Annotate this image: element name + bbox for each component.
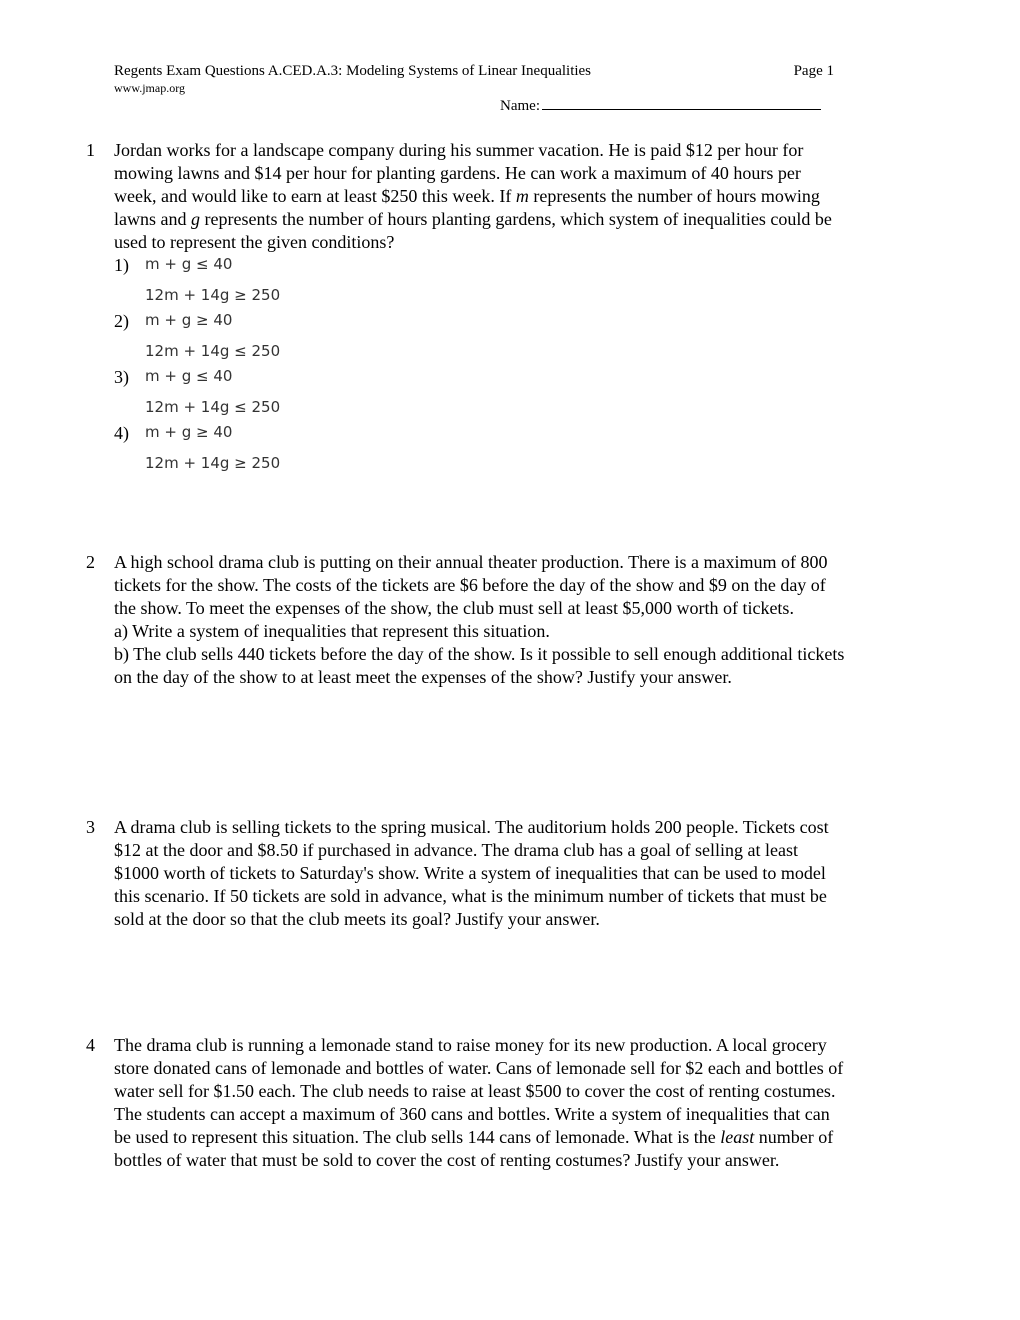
choice-inequality-2: 12m + 14g ≥ 250 — [145, 454, 281, 472]
name-label: Name: — [500, 98, 540, 114]
choice-label: 4) — [114, 423, 129, 443]
choice-inequality-2: 12m + 14g ≥ 250 — [145, 286, 281, 304]
question-text-after: number of bottles of water that must be sold to cover the cost of renting costumes? Justify your answer. — [114, 1127, 834, 1170]
question-text — [114, 1034, 846, 1172]
question-4 — [86, 1034, 846, 1172]
question-2 — [86, 551, 846, 689]
choice-inequality-1: m + g ≤ 40 — [145, 367, 233, 385]
choice-inequality-1: m + g ≤ 40 — [145, 255, 233, 273]
question-1 — [86, 139, 846, 254]
name-blank-line — [542, 95, 821, 110]
choice-label: 2) — [114, 311, 129, 331]
choice-inequality-2: 12m + 14g ≤ 250 — [145, 398, 281, 416]
question-part-a: a) Write a system of inequalities that represent this situation. — [114, 621, 550, 641]
name-field — [500, 95, 834, 115]
question-text-before: The drama club is running a lemonade stand to raise money for its new production. A local grocery store donated cans of lemonade and bottles of water. Cans of lemonade sell for $2 each and bottles of water sell for $1.50 each. The club needs to raise at least $500 to cover the cost of renting costumes. The students can accept a maximum of 360 cans and bottles. Write a system of inequalities that can be used to represent this situation. The club sells 144 cans of lemonade. What is the — [114, 1035, 844, 1147]
question-text: Jordan works for a landscape company during his summer vacation. He is paid $12 per hour for mowing lawns and $14 per hour for planting gardens. He can work a maximum of 40 hours per week, and would like to earn at least $250 this week. If m represents the number of hours mowing lawns and g represents the number of hours planting gardens, which system of inequalities could be used to represent the given conditions? — [114, 140, 832, 252]
question-3 — [86, 816, 846, 931]
page-number: Page 1 — [793, 63, 834, 79]
question-text: A drama club is selling tickets to the spring musical. The auditorium holds 200 people. Tickets cost $12 at the door and $8.50 if purchased in advance. The drama club has a goal of selling at least $1000 worth of tickets to Saturday's show. Write a system of inequalities that can be used to model this scenario. If 50 tickets are sold in advance, what is the minimum number of tickets that must be sold at the door so that the club meets its goal? Justify your answer. — [114, 817, 829, 929]
question-number: 3 — [86, 817, 95, 837]
question-number: 4 — [86, 1035, 95, 1055]
choice-label: 1) — [114, 255, 129, 275]
emphasis-word: least — [720, 1127, 755, 1147]
choice-inequality-1: m + g ≥ 40 — [145, 423, 233, 441]
question-part-b: b) The club sells 440 tickets before the day of the show. Is it possible to sell enough additional tickets on the day of the show to at least meet the expenses of the show? Justify your answer. — [114, 644, 845, 687]
question-number: 2 — [86, 552, 95, 572]
choice-inequality-2: 12m + 14g ≤ 250 — [145, 342, 281, 360]
choice-label: 3) — [114, 367, 129, 387]
site-url: www.jmap.org — [114, 81, 185, 95]
choice-inequality-1: m + g ≥ 40 — [145, 311, 233, 329]
worksheet-title: Regents Exam Questions A.CED.A.3: Modeling Systems of Linear Inequalities — [114, 63, 592, 79]
header-title — [114, 62, 834, 80]
question-text: A high school drama club is putting on their annual theater production. There is a maximum of 800 tickets for the show. The costs of the tickets are $6 before the day of the show and $9 on the day of the show. To meet the expenses of the show, the club must sell at least $5,000 worth of tickets. — [114, 552, 828, 618]
question-number: 1 — [86, 140, 95, 160]
